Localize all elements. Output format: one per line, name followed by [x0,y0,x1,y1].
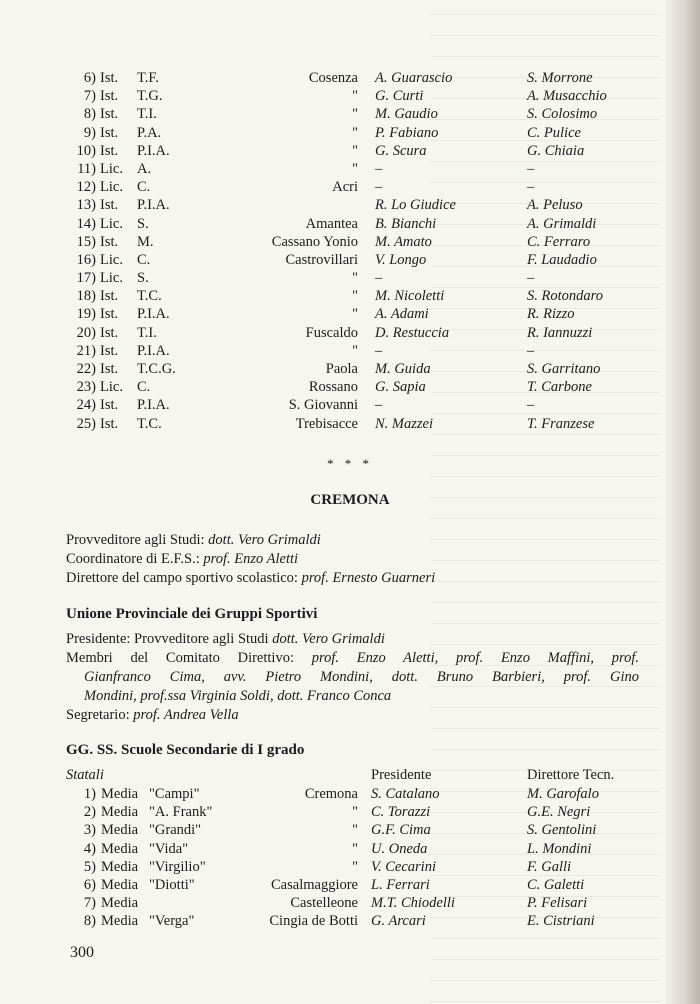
table-row [0,858,700,876]
direttore: T. Franzese [527,415,595,432]
direttore: A. Peluso [527,197,583,214]
row-number: 10) [76,142,96,159]
direttore: A. Grimaldi [527,215,597,232]
row-number: 16) [76,251,96,268]
row-number: 18) [76,288,96,305]
direttore: – [527,342,535,359]
school-class: T.C. [137,288,162,305]
presidente: V. Longo [375,251,427,268]
unione-presidente-line: Presidente: Provveditore agli Studi dott. Vero Grimaldi [66,631,385,647]
table-row [0,803,700,821]
direttore: E. Cistriani [527,913,595,930]
membri-line-3: Mondini, prof.ssa Virginia Soldi, dott. Franco Conca [84,688,392,704]
city: " [352,306,358,323]
row-number: 12) [76,179,96,196]
direttore: T. Carbone [527,379,592,396]
table-row [0,360,700,378]
school-class: C. [137,251,151,268]
city: Cremona [304,786,358,802]
school-type: Ist. [100,106,119,123]
direttore: G. Chiaia [527,142,585,159]
school-type: Ist. [100,70,119,86]
presidente: – [375,270,383,287]
school-type: Ist. [100,142,119,159]
row-number: 7) [83,88,96,105]
direttore: R. Rizzo [527,306,575,323]
table-row [0,821,700,839]
table-row [0,269,700,287]
direttore: – [527,397,535,414]
statali-label: Statali [66,767,104,783]
row-number: 6) [83,70,96,86]
presidente: R. Lo Giudice [375,197,456,214]
school-type: Media [101,822,139,839]
row-number: 5) [83,858,96,875]
presidente: P. Fabiano [375,124,439,141]
direttore: S. Rotondaro [527,288,603,305]
city: Casalmaggiore [271,876,358,893]
city: Cassano Yonio [271,233,358,250]
school-type: Ist. [100,88,119,105]
school-type: Lic. [100,179,123,196]
direttore: – [527,270,535,287]
city: Amantea [305,215,358,232]
direttore: C. Ferraro [527,233,591,250]
school-class: P.I.A. [137,142,170,159]
direttore: F. Galli [527,858,572,875]
school-name: "Grandi" [149,822,202,839]
school-class: P.I.A. [137,306,170,323]
city: " [352,858,358,875]
row-number: 11) [77,160,96,177]
school-type: Ist. [100,124,119,141]
table-row [0,196,700,214]
direttore: G.E. Negri [527,804,591,821]
school-type: Ist. [100,233,119,250]
table-row [0,305,700,323]
presidente: C. Torazzi [371,804,431,821]
school-type: Ist. [100,361,119,377]
presidente: – [375,397,383,414]
table-row [0,142,700,160]
page-number: 300 [70,944,94,961]
direttore: S. Colosimo [527,106,598,123]
city: " [352,88,358,105]
presidente: G.F. Cima [371,822,431,839]
school-type: Lic. [100,270,123,287]
city: " [352,142,358,159]
cremona-school-list [0,785,700,931]
direttore: L. Mondini [527,840,592,857]
row-number: 8) [83,913,96,930]
school-class: T.F. [137,70,159,86]
school-type: Lic. [100,251,123,268]
row-number: 8) [83,106,96,123]
city: Acri [332,179,358,196]
city: Castelleone [290,895,358,912]
table-row [0,324,700,342]
table-row [0,342,700,360]
presidente: S. Catalano [371,786,440,802]
presidente: L. Ferrari [371,876,430,893]
school-type: Ist. [100,288,119,305]
school-type: Ist. [100,306,119,323]
school-class: C. [137,179,151,196]
school-class: C. [137,379,151,396]
table-row [0,785,700,803]
school-class: T.G. [137,88,163,105]
city: Fuscaldo [305,324,358,341]
row-number: 22) [76,361,96,377]
presidente: N. Mazzei [375,415,433,432]
table-row [0,287,700,305]
coordinatore-line: Coordinatore di E.F.S.: prof. Enzo Aletti [66,551,299,567]
school-name: "Virgilio" [149,858,206,875]
city: " [352,124,358,141]
presidente: V. Cecarini [371,858,436,875]
school-name: "Campi" [149,786,200,802]
presidente: – [375,160,383,177]
table-row [0,178,700,196]
school-type: Ist. [100,324,119,341]
school-class: T.I. [137,324,157,341]
city: " [352,160,358,177]
school-class: P.I.A. [137,397,170,414]
row-number: 25) [76,415,96,432]
school-type: Ist. [100,342,119,359]
direttore-campo-line: Direttore del campo sportivo scolastico: prof. Ernesto Guarneri [66,570,436,586]
row-number: 17) [76,270,96,287]
school-class: S. [137,215,149,232]
row-number: 14) [76,215,96,232]
presidente: G. Curti [375,88,424,105]
direttore: P. Felisari [527,895,588,912]
city: " [352,822,358,839]
table-row [0,378,700,396]
direttore: C. Galetti [527,876,585,893]
row-number: 4) [83,840,96,857]
city: S. Giovanni [288,397,358,414]
row-number: 19) [76,306,96,323]
city: Cosenza [308,70,358,86]
city: Paola [325,361,358,377]
direttore-column-header: Direttore Tecn. [527,767,615,783]
city: " [352,342,358,359]
school-type: Ist. [100,397,119,414]
gg-ss-heading: GG. SS. Scuole Secondarie di I grado [66,742,305,758]
row-number: 7) [83,895,96,912]
school-class: A. [137,160,152,177]
direttore: M. Garofalo [527,786,599,802]
presidente: – [375,179,383,196]
row-number: 13) [76,197,96,214]
school-type: Lic. [100,160,123,177]
row-number: 2) [83,804,96,821]
presidente: B. Bianchi [375,215,437,232]
city: Rossano [308,379,358,396]
row-number: 3) [83,822,96,839]
presidente: M. Gaudio [375,106,438,123]
school-class: S. [137,270,149,287]
presidente: D. Restuccia [375,324,450,341]
city: " [352,270,358,287]
presidente: U. Oneda [371,840,428,857]
section-separator: * * * [327,456,373,471]
school-type: Media [101,786,139,802]
city: " [352,804,358,821]
presidente: G. Sapia [375,379,426,396]
membri-line-1: Membri del Comitato Direttivo: prof. Enzo Aletti, prof. Enzo Maffini, prof. [66,650,639,666]
presidente: M. Guida [375,361,431,377]
city: " [352,288,358,305]
section-title: CREMONA [310,492,390,508]
direttore: – [527,160,535,177]
direttore: – [527,179,535,196]
school-type: Media [101,876,139,893]
row-number: 24) [76,397,96,414]
row-number: 21) [76,342,96,359]
school-class: P.I.A. [137,342,170,359]
table-row [0,215,700,233]
row-number: 9) [83,124,96,141]
presidente: M.T. Chiodelli [371,895,455,912]
table-row [0,840,700,858]
table-row [0,160,700,178]
gg-table-header [0,766,700,784]
row-number: 1) [83,786,96,802]
city: " [352,840,358,857]
row-number: 6) [83,876,96,893]
direttore: R. Iannuzzi [527,324,593,341]
direttore: A. Musacchio [527,88,607,105]
direttore: F. Laudadio [527,251,597,268]
presidente: G. Arcari [371,913,426,930]
school-type: Lic. [100,379,123,396]
unione-heading: Unione Provinciale dei Gruppi Sportivi [66,606,318,622]
presidente-column-header: Presidente [371,767,432,783]
cosenza-school-list [0,69,700,433]
table-row [0,415,700,433]
table-row [0,124,700,142]
table-row [0,396,700,414]
table-row [0,233,700,251]
city: Cingia de Botti [269,913,358,930]
school-name: "Verga" [149,913,195,930]
row-number: 15) [76,233,96,250]
direttore: C. Pulice [527,124,581,141]
school-class: T.C.G. [137,361,176,377]
table-row [0,894,700,912]
direttore: S. Gentolini [527,822,597,839]
table-row [0,876,700,894]
table-row [0,251,700,269]
membri-line-2: Gianfranco Cima, avv. Pietro Mondini, dott. Bruno Barbieri, prof. Gino [84,669,639,685]
school-class: P.A. [137,124,162,141]
segretario-line: Segretario: prof. Andrea Vella [66,707,239,723]
row-number: 20) [76,324,96,341]
table-row [0,912,700,930]
presidente: A. Guarascio [375,70,453,86]
direttore: S. Garritano [527,361,601,377]
presidente: G. Scura [375,142,427,159]
presidente: M. Amato [375,233,432,250]
row-number: 23) [76,379,96,396]
presidente: A. Adami [375,306,429,323]
school-type: Media [101,895,139,912]
school-name: "Diotti" [149,876,195,893]
school-type: Ist. [100,415,119,432]
school-class: P.I.A. [137,197,170,214]
school-name: "A. Frank" [149,804,213,821]
school-class: T.C. [137,415,162,432]
presidente: M. Nicoletti [375,288,445,305]
school-type: Media [101,804,139,821]
table-row [0,87,700,105]
school-type: Media [101,840,139,857]
table-row [0,105,700,123]
school-class: M. [137,233,154,250]
provveditore-line: Provveditore agli Studi: dott. Vero Grimaldi [66,532,321,548]
presidente: – [375,342,383,359]
city: Castrovillari [285,251,358,268]
school-type: Media [101,858,139,875]
school-type: Media [101,913,139,930]
city: " [352,106,358,123]
school-class: T.I. [137,106,157,123]
city: Trebisacce [295,415,358,432]
school-type: Lic. [100,215,123,232]
table-row [0,69,700,87]
direttore: S. Morrone [527,70,593,86]
school-name: "Vida" [149,840,189,857]
school-type: Ist. [100,197,119,214]
